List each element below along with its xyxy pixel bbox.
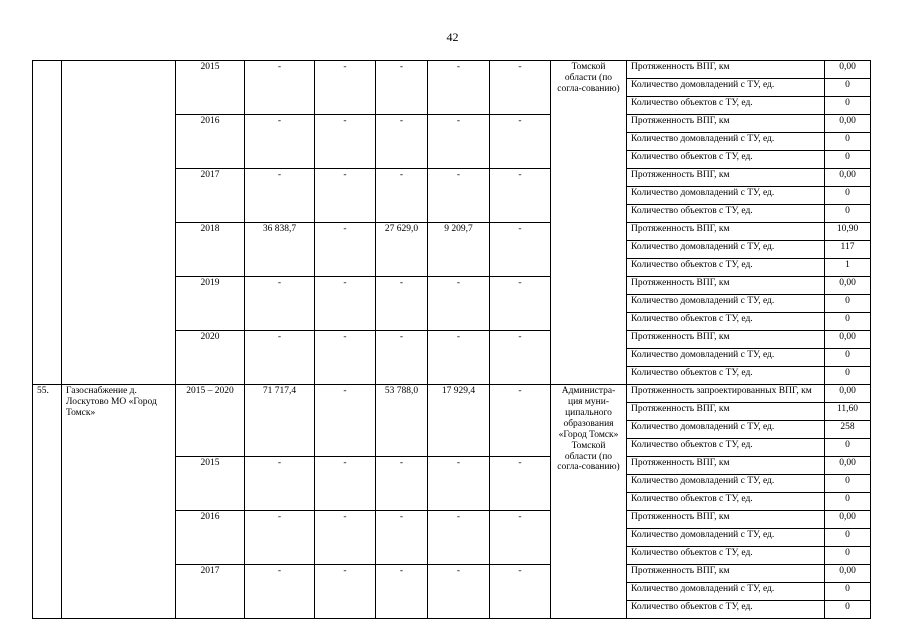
indicator-value: 0,00: [825, 331, 871, 349]
funding-cell-3: -: [376, 457, 428, 511]
funding-cell-5: -: [490, 169, 551, 223]
indicator-label: Количество домовладений с ТУ, ед.: [627, 349, 825, 367]
indicator-value: 0: [825, 187, 871, 205]
table-row: [33, 385, 871, 403]
indicator-value: 1: [825, 259, 871, 277]
funding-cell-3: -: [376, 115, 428, 169]
item-number-cell: [33, 61, 62, 385]
indicator-label: Количество домовладений с ТУ, ед.: [627, 529, 825, 547]
indicator-value: 258: [825, 421, 871, 439]
indicator-value: 0,00: [825, 457, 871, 475]
funding-cell-2: -: [315, 223, 376, 277]
funding-cell-4: -: [428, 115, 490, 169]
table-row: [33, 61, 871, 79]
indicator-value: 10,90: [825, 223, 871, 241]
program-table: [32, 60, 871, 619]
funding-cell-4: 17 929,4: [428, 385, 490, 457]
funding-cell-1: -: [245, 115, 315, 169]
indicator-label: Количество домовладений с ТУ, ед.: [627, 421, 825, 439]
indicator-value: 0,00: [825, 61, 871, 79]
funding-cell-4: -: [428, 457, 490, 511]
year-cell: 2015: [176, 61, 245, 115]
funding-cell-3: -: [376, 61, 428, 115]
indicator-label: Протяженность ВПГ, км: [627, 403, 825, 421]
funding-cell-5: -: [490, 511, 551, 565]
indicator-label: Протяженность ВПГ, км: [627, 565, 825, 583]
indicator-value: 0: [825, 349, 871, 367]
funding-cell-2: -: [315, 169, 376, 223]
funding-cell-1: -: [245, 331, 315, 385]
indicator-label: Протяженность запроектированных ВПГ, км: [627, 385, 825, 403]
indicator-value: 0,00: [825, 385, 871, 403]
indicator-label: Количество домовладений с ТУ, ед.: [627, 583, 825, 601]
year-cell: 2018: [176, 223, 245, 277]
indicator-value: 0,00: [825, 565, 871, 583]
funding-cell-2: -: [315, 277, 376, 331]
indicator-label: Количество объектов с ТУ, ед.: [627, 97, 825, 115]
page-number: 42: [446, 30, 459, 44]
indicator-value: 0,00: [825, 511, 871, 529]
funding-cell-3: -: [376, 277, 428, 331]
funding-cell-3: 53 788,0: [376, 385, 428, 457]
indicator-label: Количество домовладений с ТУ, ед.: [627, 187, 825, 205]
year-cell: 2016: [176, 511, 245, 565]
funding-cell-2: -: [315, 115, 376, 169]
indicator-label: Протяженность ВПГ, км: [627, 115, 825, 133]
indicator-value: 0: [825, 583, 871, 601]
indicator-label: Протяженность ВПГ, км: [627, 61, 825, 79]
funding-cell-5: -: [490, 565, 551, 619]
indicator-label: Количество домовладений с ТУ, ед.: [627, 133, 825, 151]
executor-cell: Томской области (по согла-сованию): [551, 61, 627, 385]
funding-cell-5: -: [490, 277, 551, 331]
indicator-label: Протяженность ВПГ, км: [627, 511, 825, 529]
year-cell: 2015: [176, 457, 245, 511]
indicator-label: Количество домовладений с ТУ, ед.: [627, 295, 825, 313]
indicator-value: 0: [825, 151, 871, 169]
indicator-value: 0: [825, 475, 871, 493]
indicator-value: 0: [825, 79, 871, 97]
indicator-value: 0: [825, 313, 871, 331]
funding-cell-2: -: [315, 61, 376, 115]
indicator-value: 0: [825, 133, 871, 151]
funding-cell-1: -: [245, 61, 315, 115]
funding-cell-1: -: [245, 457, 315, 511]
indicator-label: Количество объектов с ТУ, ед.: [627, 259, 825, 277]
year-cell: 2020: [176, 331, 245, 385]
funding-cell-4: -: [428, 331, 490, 385]
indicator-value: 0,00: [825, 115, 871, 133]
indicator-value: 0: [825, 205, 871, 223]
indicator-label: Количество домовладений с ТУ, ед.: [627, 241, 825, 259]
indicator-label: Количество объектов с ТУ, ед.: [627, 313, 825, 331]
funding-cell-3: 27 629,0: [376, 223, 428, 277]
year-cell: 2017: [176, 565, 245, 619]
indicator-value: 0: [825, 295, 871, 313]
funding-cell-5: -: [490, 61, 551, 115]
funding-cell-3: -: [376, 331, 428, 385]
year-cell: 2016: [176, 115, 245, 169]
funding-cell-3: -: [376, 565, 428, 619]
funding-cell-5: -: [490, 331, 551, 385]
funding-cell-4: -: [428, 565, 490, 619]
funding-cell-2: -: [315, 385, 376, 457]
funding-cell-1: 36 838,7: [245, 223, 315, 277]
year-cell: 2015 – 2020: [176, 385, 245, 457]
funding-cell-1: -: [245, 169, 315, 223]
indicator-label: Количество объектов с ТУ, ед.: [627, 367, 825, 385]
indicator-label: Протяженность ВПГ, км: [627, 223, 825, 241]
funding-cell-4: -: [428, 61, 490, 115]
indicator-label: Протяженность ВПГ, км: [627, 169, 825, 187]
indicator-label: Количество объектов с ТУ, ед.: [627, 547, 825, 565]
funding-cell-1: -: [245, 565, 315, 619]
funding-cell-5: -: [490, 385, 551, 457]
indicator-value: 0: [825, 97, 871, 115]
funding-cell-3: -: [376, 169, 428, 223]
indicator-value: 0,00: [825, 169, 871, 187]
indicator-value: 117: [825, 241, 871, 259]
indicator-value: 0: [825, 529, 871, 547]
funding-cell-5: -: [490, 457, 551, 511]
item-name-cell: Газоснабжение д. Лоскутово МО «Город Томск»: [62, 385, 176, 619]
funding-cell-4: -: [428, 277, 490, 331]
funding-cell-3: -: [376, 511, 428, 565]
indicator-label: Протяженность ВПГ, км: [627, 277, 825, 295]
indicator-label: Количество объектов с ТУ, ед.: [627, 493, 825, 511]
funding-cell-2: -: [315, 457, 376, 511]
year-cell: 2017: [176, 169, 245, 223]
indicator-value: 0: [825, 367, 871, 385]
indicator-value: 11,60: [825, 403, 871, 421]
year-cell: 2019: [176, 277, 245, 331]
funding-cell-2: -: [315, 511, 376, 565]
funding-cell-5: -: [490, 223, 551, 277]
indicator-value: 0: [825, 493, 871, 511]
indicator-value: 0: [825, 601, 871, 619]
indicator-label: Количество объектов с ТУ, ед.: [627, 601, 825, 619]
indicator-label: Количество домовладений с ТУ, ед.: [627, 79, 825, 97]
indicator-label: Количество объектов с ТУ, ед.: [627, 439, 825, 457]
funding-cell-4: 9 209,7: [428, 223, 490, 277]
indicator-value: 0,00: [825, 277, 871, 295]
funding-cell-2: -: [315, 331, 376, 385]
funding-cell-4: -: [428, 511, 490, 565]
funding-cell-2: -: [315, 565, 376, 619]
indicator-value: 0: [825, 439, 871, 457]
indicator-label: Протяженность ВПГ, км: [627, 457, 825, 475]
indicator-label: Количество объектов с ТУ, ед.: [627, 205, 825, 223]
funding-cell-1: 71 717,4: [245, 385, 315, 457]
indicator-label: Протяженность ВПГ, км: [627, 331, 825, 349]
funding-cell-1: -: [245, 511, 315, 565]
indicator-label: Количество домовладений с ТУ, ед.: [627, 475, 825, 493]
item-number-cell: 55.: [33, 385, 62, 619]
indicator-value: 0: [825, 547, 871, 565]
item-name-cell: [62, 61, 176, 385]
executor-cell: Администра-ция муни-ципального образования «Город Томск» Томской области (по согла-сованию): [551, 385, 627, 619]
funding-cell-4: -: [428, 169, 490, 223]
indicator-label: Количество объектов с ТУ, ед.: [627, 151, 825, 169]
funding-cell-1: -: [245, 277, 315, 331]
funding-cell-5: -: [490, 115, 551, 169]
